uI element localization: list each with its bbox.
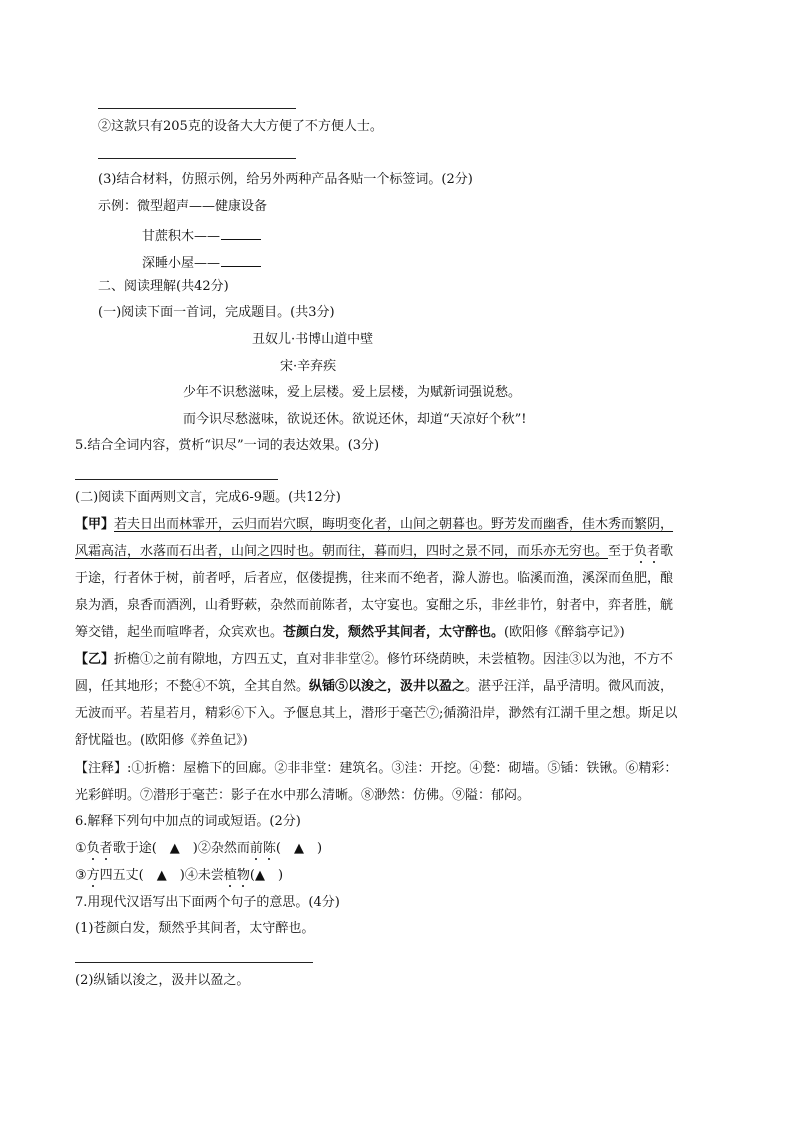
poem-line-1: 少年不识愁滋味，爱上层楼。爱上层楼，为赋新词强说愁。	[183, 385, 522, 400]
q6-row-1	[75, 842, 322, 855]
product-1-blank[interactable]	[221, 227, 261, 240]
jia-tag: 【甲】	[75, 517, 115, 532]
jia-line-2-underlined: 风霜高洁，水落而石出者，山间之四时也。朝而往，暮而归，四时之景不同，而乐亦无穷也。	[75, 544, 609, 559]
answer-line-1[interactable]	[98, 108, 296, 109]
part-1-intro: (一)阅读下面一首词，完成题目。(共3分)	[98, 305, 335, 320]
poem-line-2: 而今识尽愁滋味，欲说还休。欲说还休，却道“天凉好个秋”!	[183, 412, 527, 427]
question-6: 6.解释下列句中加点的词或短语。(2分)	[75, 814, 301, 829]
yi-line-1-text: 折檐①之前有隙地，方四五丈，直对非非堂②。修竹环绕荫映，未尝植物。因洼③以为池，不方不	[114, 652, 674, 667]
q4-subquestion-3: (3)结合材料，仿照示例，给另外两种产品各贴一个标签词。(2分)	[98, 172, 473, 187]
yi-line-1	[75, 653, 673, 666]
jia-dotted-char-2: 者	[647, 544, 661, 559]
q6-item-1-dot-2: 者	[99, 841, 113, 856]
jia-line-2	[75, 545, 673, 558]
jia-line-1-text: 若夫日出而林霏开，云归而岩穴暝，晦明变化者，山间之朝暮也。野芳发而幽香，佳木秀而繁阴，	[114, 517, 674, 532]
jia-dotted-char-1: 负	[634, 544, 648, 559]
q4-product-2	[142, 254, 261, 270]
notes-line-1: 【注释】:①折檐：屋檐下的回廊。②非非堂：建筑名。③洼：开挖。④甃：砌墙。⑤锸：铁锹。⑥精彩：	[75, 761, 678, 776]
q4-item2: ②这款只有205克的设备大大方便了不方便人士。	[98, 119, 383, 134]
q6-item-1-dot-1: 负	[86, 841, 100, 856]
poem-title: 丑奴儿·书博山道中壁	[252, 332, 374, 347]
q7-sentence-2: (2)纵锸以浚之，汲井以盈之。	[75, 973, 250, 988]
yi-line-4: 舒忧隘也。(欧阳修《养鱼记》)	[75, 733, 248, 748]
question-7: 7.用现代汉语写出下面两个句子的意思。(4分)	[75, 895, 340, 910]
q6-item-2-dot-2: 陈	[262, 841, 276, 856]
product-2-blank[interactable]	[221, 254, 261, 267]
notes-line-2: 光彩鲜明。⑦潜形于毫芒：影子在水中那么清晰。⑧渺然：仿佛。⑨隘：郁闷。	[75, 788, 531, 803]
q6-item-2-post[interactable]: ( ▲ )	[275, 841, 323, 856]
q6-item-1-post[interactable]: 歌于途( ▲ )	[112, 841, 198, 856]
yi-line-2-b: 。湛乎汪洋，晶乎清明。微风而波，	[465, 679, 674, 694]
answer-line-2[interactable]	[98, 158, 296, 159]
jia-line-4: 泉为酒，泉香而酒洌，山肴野蔌，杂然而前陈者，太守宴也。宴酣之乐，非丝非竹，射者中，弈者胜，觥	[75, 598, 674, 613]
jia-line-5-a: 筹交错，起坐而喧哗者，众宾欢也。	[75, 625, 284, 640]
jia-line-5-bold: 苍颜白发，颓然乎其间者，太守醉也。	[283, 625, 505, 640]
yi-line-3: 无波而平。若星若月，精彩⑥下入。予偃息其上，潜形于毫芒⑦;循漪沿岸，渺然有江湖千里之想。斯足以	[75, 706, 678, 721]
q6-item-2-dot-1: 前	[249, 841, 263, 856]
part-2-intro: (二)阅读下面两则文言，完成6-9题。(共12分)	[75, 490, 341, 505]
product-2-label: 深睡小屋——	[142, 256, 221, 271]
jia-line-5	[75, 626, 625, 639]
answer-line-q5[interactable]	[75, 479, 278, 480]
product-1-label: 甘蔗积木——	[142, 229, 221, 244]
q6-item-4-post[interactable]: (▲ )	[249, 868, 284, 883]
q4-example: 示例：微型超声——健康设备	[98, 199, 268, 214]
jia-line-5-source: (欧阳修《醉翁亭记》)	[504, 625, 625, 640]
poem-author: 宋·辛弃疾	[280, 359, 337, 374]
q7-sentence-1: (1)苍颜白发，颓然乎其间者，太守醉也。	[75, 921, 315, 936]
q6-item-3-pre: ③	[75, 868, 87, 883]
jia-line-1	[75, 518, 715, 531]
q6-item-2-pre: ②杂然而	[197, 841, 250, 856]
question-5: 5.结合全词内容，赏析“识尽”一词的表达效果。(3分)	[75, 438, 380, 453]
q6-item-4-dot-2: 物	[236, 868, 250, 883]
q6-item-3-dot-1: 方	[86, 868, 100, 883]
q6-row-2	[75, 869, 283, 882]
jia-line-3: 于途，行者休于树，前者呼，后者应，伛偻提携，往来而不绝者，滁人游也。临溪而渔，溪深而鱼肥，酿	[75, 571, 674, 586]
yi-tag: 【乙】	[75, 652, 115, 667]
section-2-title: 二、阅读理解(共42分)	[98, 279, 229, 294]
yi-line-2-a: 圆，任其地形；不甃④不筑，全其自然。	[75, 679, 310, 694]
q6-item-4-dot-1: 植	[223, 868, 237, 883]
jia-line-2-a: 至于	[608, 544, 635, 559]
q6-item-3-post[interactable]: 四五丈( ▲ )	[99, 868, 185, 883]
jia-line-2-b: 歌	[660, 544, 674, 559]
q6-item-4-pre: ④未尝	[184, 868, 224, 883]
answer-line-q7-1[interactable]	[75, 962, 313, 963]
yi-line-2-bold: 纵锸⑤以浚之，汲井以盈之	[309, 679, 466, 694]
q6-item-1-pre: ①	[75, 841, 87, 856]
q4-product-1	[142, 227, 261, 243]
yi-line-2	[75, 680, 673, 693]
